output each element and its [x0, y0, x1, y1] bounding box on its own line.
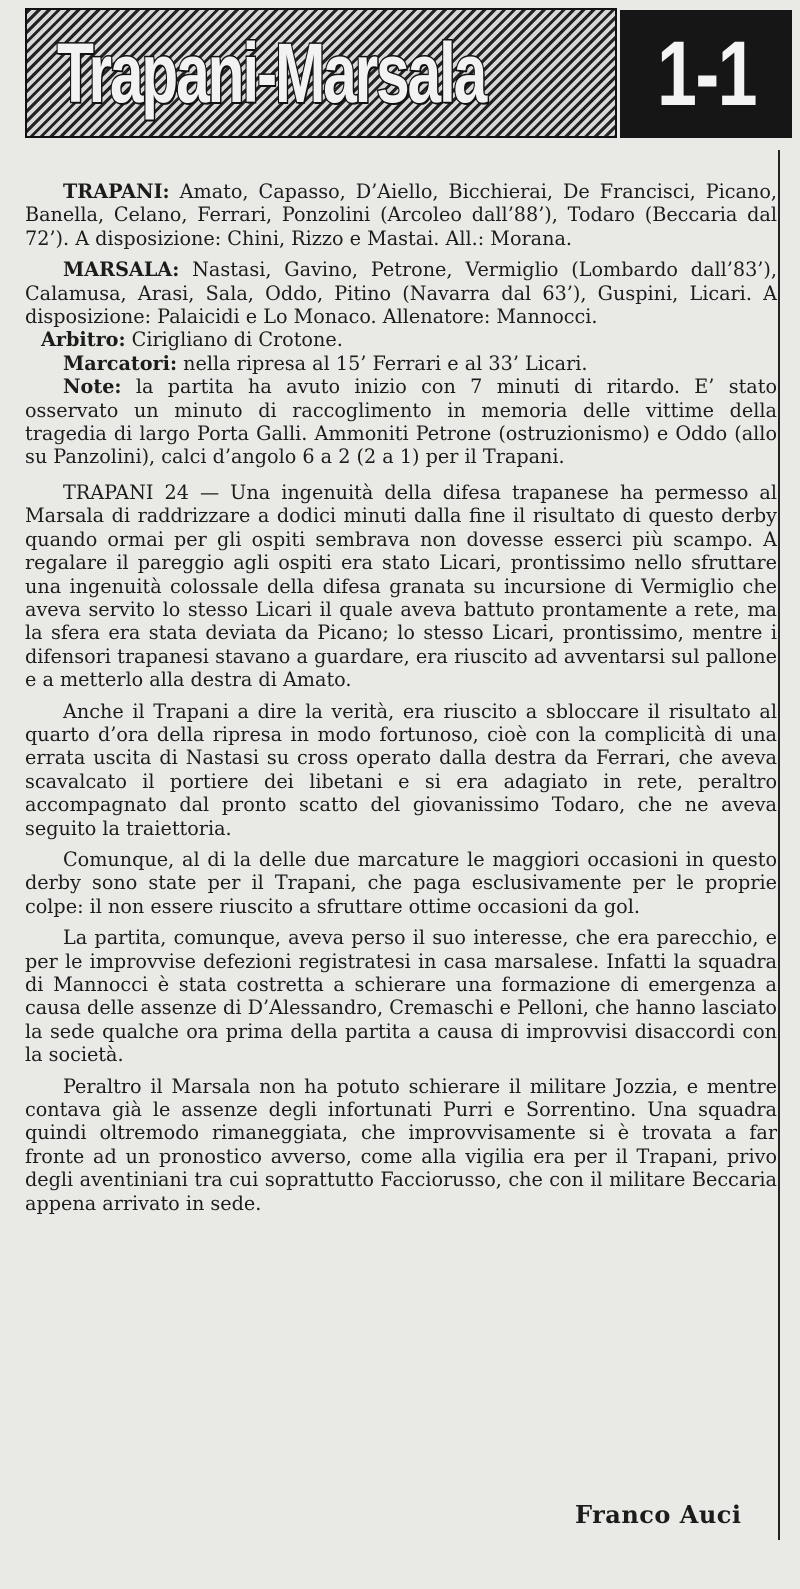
article-paragraph-4: La partita, comunque, aveva perso il suo interesse, che era parecchio, e per le improvvise defezioni registratesi in casa marsalese. Infatti la squadra di Mannocci è stata costretta a schierare una formazione di emergenza a causa delle assenze di D’Alessandro, Cremaschi e Pelloni, che hanno lasciato la sede qualche ora prima della partita a causa di improvvisi disaccordi con la società. [25, 926, 777, 1067]
trapani-lineup-text: Amato, Capasso, D’Aiello, Bicchierai, De Francisci, Picano, Banella, Celano, Ferrari, Ponzolini (Arcoleo dall’88’), Todaro (Beccaria dal 72’). A disposizione: Chini, Rizzo e Mastai. All.: Morana. [25, 180, 777, 250]
article-paragraph-5: Peraltro il Marsala non ha potuto schierare il militare Jozzia, e mentre contava già le assenze degli infortunati Purri e Sorrentino. Una squadra quindi oltremodo rimaneggiata, che improvvisamente si è trovata a far fronte ad un pronostico avverso, come alla vigilia era per il Trapani, privo degli aventiniani tra cui soprattutto Facciorusso, che con il militare Beccaria appena arrivato in sede. [25, 1074, 777, 1215]
notes-line [25, 375, 777, 469]
notes-label: Note: [63, 375, 122, 399]
bleed-through-texture [440, 140, 450, 175]
scorers-label: Marcatori: [63, 351, 178, 375]
spacer [25, 469, 777, 481]
spacer [25, 1067, 777, 1075]
scorers-line [25, 352, 777, 375]
referee-label: Arbitro: [41, 328, 126, 352]
marsala-lineup-label: MARSALA: [63, 258, 180, 282]
marsala-lineup [25, 258, 777, 328]
match-score: 1-1 [656, 22, 756, 125]
spacer [25, 840, 777, 848]
article-paragraph-1: TRAPANI 24 — Una ingenuità della difesa trapanese ha permesso al Marsala di raddrizzare a dodici minuti dalla fine il risultato di questo derby quando ormai per gli ospiti sembrava non dovesse esserci più scampo. A regalare il pareggio agli ospiti era stato Licari, prontissimo nello sfruttare una ingenuità colossale della difesa granata su incursione di Vermiglio che aveva servito lo stesso Licari il quale aveva battuto prontamente a rete, ma la sfera era stata deviata da Picano; lo stesso Licari, prontissimo, mentre i difensori trapanesi stavano a guardare, era riuscito ad avventarsi sul pallone e a metterlo alla destra di Amato. [25, 480, 777, 692]
author-signature: Franco Auci [575, 1500, 742, 1529]
article-paragraph-2: Anche il Trapani a dire la verità, era riuscito a sbloccare il risultato al quarto d’ora della ripresa in modo fortunoso, cioè con la complicità di una errata uscita di Nastasi su cross operato dalla destra da Ferrari, che aveva scavalcato il portiere dei libetani e si era adagiato in rete, peraltro accompagnato dal pronto scatto del giovanissimo Todaro, che ne aveva seguito la traiettoria. [25, 699, 777, 840]
article-paragraph-3: Comunque, al di la delle due marcature le maggiori occasioni in questo derby sono state per il Trapani, che paga esclusivamente per le proprie colpe: il non essere riuscito a sfruttare ottime occasioni da gol. [25, 847, 777, 918]
title-box [25, 8, 617, 138]
column-rule [778, 150, 780, 1540]
score-box [620, 10, 792, 138]
marsala-lineup-text: Nastasi, Gavino, Petrone, Vermiglio (Lombardo dall’83’), Calamusa, Arasi, Sala, Oddo, Pitino (Navarra dal 63’), Guspini, Licari. A disposizione: Palaicidi e Lo Monaco. Allenatore: Mannocci. [25, 258, 777, 329]
spacer [25, 250, 777, 258]
spacer [25, 918, 777, 926]
referee-text: Cirigliano di Crotone. [131, 328, 343, 352]
headline-banner [25, 8, 785, 138]
referee-line [25, 328, 777, 351]
match-title: Trapani-Marsala [57, 25, 486, 120]
scorers-text: nella ripresa al 15’ Ferrari e al 33’ Licari. [183, 351, 588, 375]
notes-text: la partita ha avuto inizio con 7 minuti di ritardo. E’ stato osservato un minuto di raccoglimento in memoria delle vittime della tragedia di largo Porta Galli. Ammoniti Petrone (ostruzionismo) e Oddo (allo su Panzolini), calci d’angolo 6 a 2 (2 a 1) per il Trapani. [25, 375, 778, 469]
trapani-lineup-label: TRAPANI: [63, 180, 170, 203]
article-body [25, 180, 777, 1215]
trapani-lineup [25, 180, 777, 250]
spacer [25, 692, 777, 700]
